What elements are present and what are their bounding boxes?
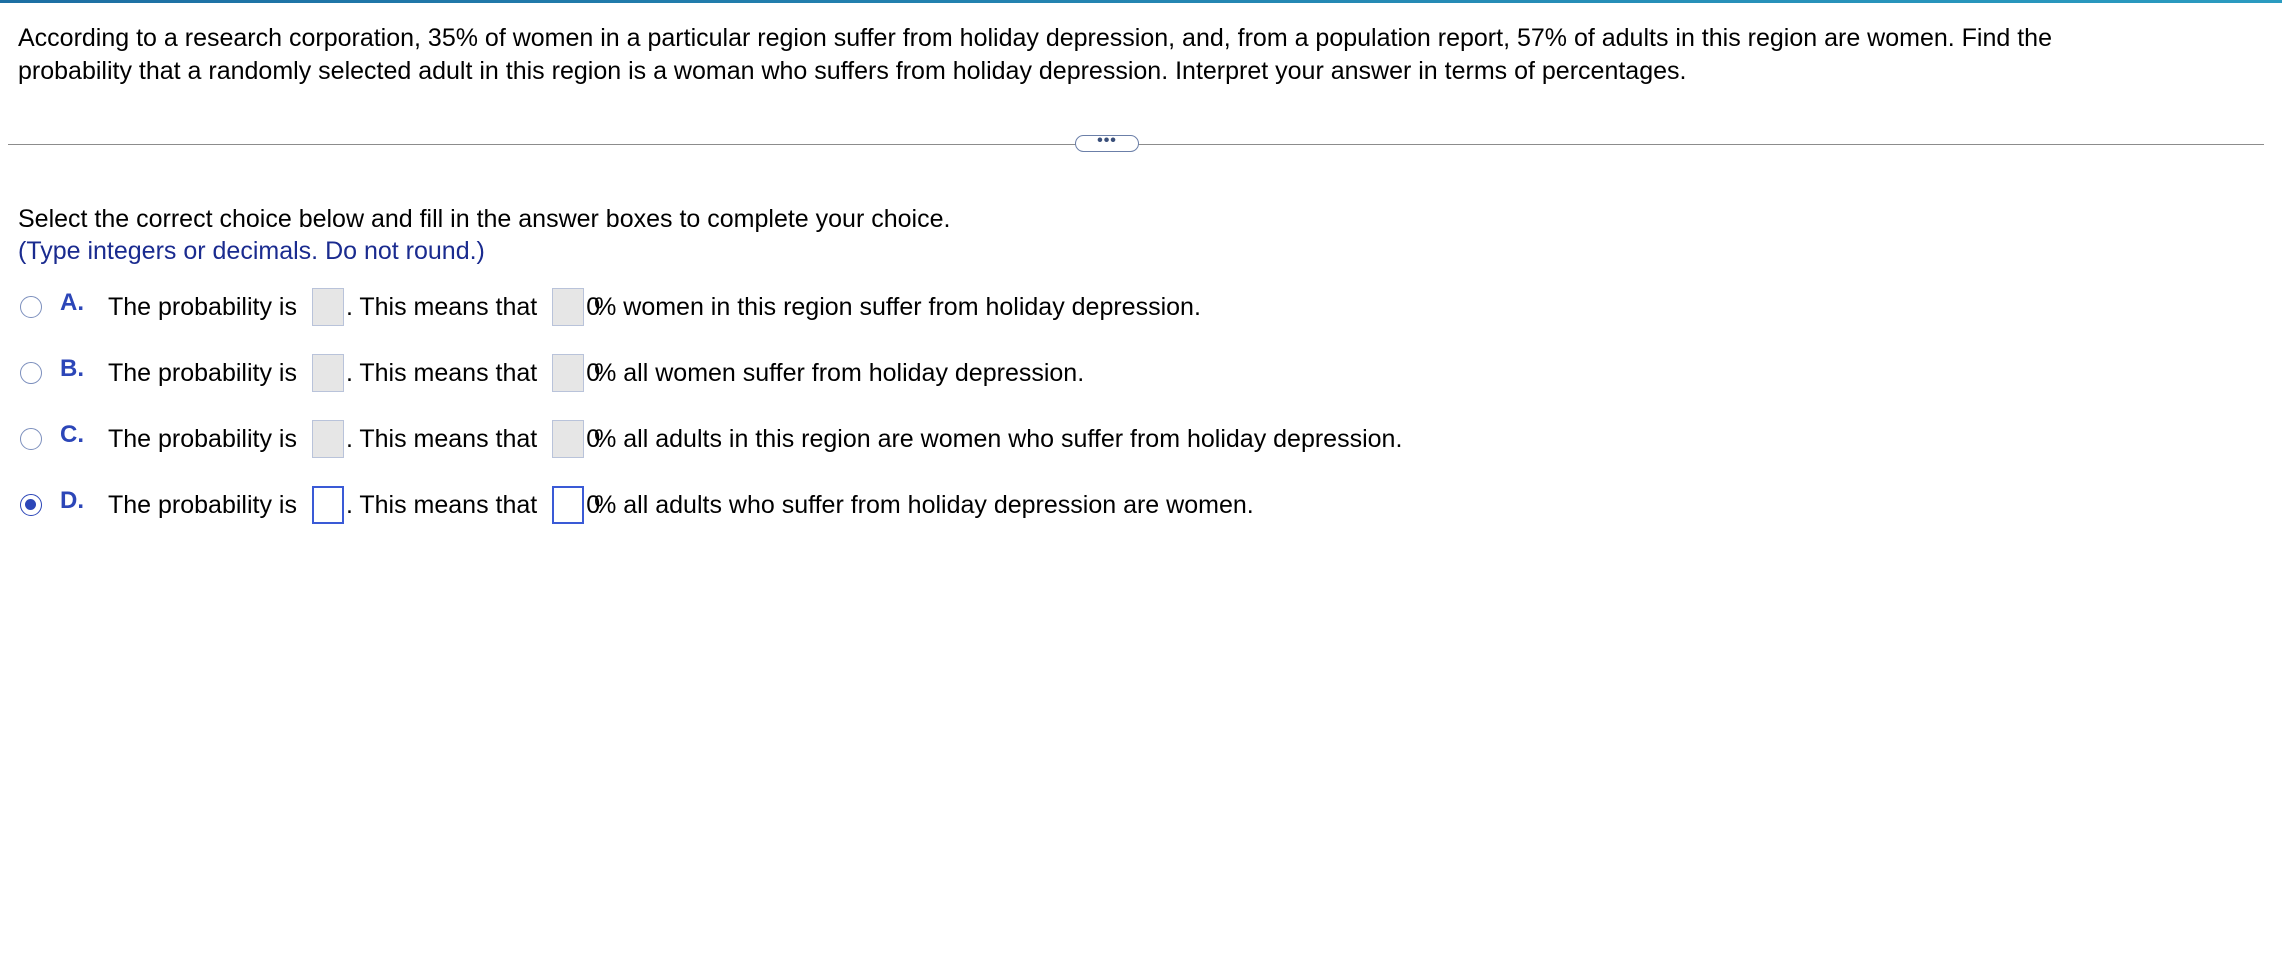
choice-a-middle: . This means that bbox=[345, 292, 545, 321]
choice-a-probability-input[interactable] bbox=[312, 288, 344, 326]
choice-d-middle: . This means that bbox=[345, 490, 545, 519]
choice-a-suffix: women in this region suffer from holiday depression. bbox=[616, 292, 1201, 321]
choice-d-prefix: The probability is bbox=[108, 490, 304, 519]
choice-a-percent-input[interactable] bbox=[552, 288, 584, 326]
choice-d-probability-input[interactable] bbox=[312, 486, 344, 524]
choice-d-radio[interactable] bbox=[20, 494, 42, 516]
top-border bbox=[0, 0, 2282, 3]
choice-d-letter: D. bbox=[60, 487, 84, 514]
instruction-text: Select the correct choice below and fill in the answer boxes to complete your choice. bbox=[18, 205, 951, 233]
choice-d[interactable] bbox=[20, 482, 1520, 528]
choice-a-prefix: The probability is bbox=[108, 292, 304, 321]
choice-b[interactable] bbox=[20, 350, 1520, 396]
choice-c-radio[interactable] bbox=[20, 428, 42, 450]
choice-a[interactable] bbox=[20, 284, 1520, 330]
choice-c-prefix: The probability is bbox=[108, 424, 304, 453]
choice-d-percent-input[interactable] bbox=[552, 486, 584, 524]
choice-c-suffix: all adults in this region are women who suffer from holiday depression. bbox=[616, 424, 1403, 453]
choice-c-probability-input[interactable] bbox=[312, 420, 344, 458]
choice-c-middle: . This means that bbox=[345, 424, 545, 453]
choice-b-percent-input[interactable] bbox=[552, 354, 584, 392]
more-options-button[interactable]: ••• bbox=[1075, 135, 1139, 152]
choice-b-prefix: The probability is bbox=[108, 358, 304, 387]
choice-b-suffix: all women suffer from holiday depression. bbox=[616, 358, 1085, 387]
choice-c-percent-sign: 0% bbox=[586, 424, 611, 453]
choice-b-percent-sign: 0% bbox=[586, 358, 611, 387]
choice-d-percent-sign: 0% bbox=[586, 490, 611, 519]
choice-d-suffix: all adults who suffer from holiday depression are women. bbox=[616, 490, 1254, 519]
choice-c-letter: C. bbox=[60, 421, 84, 448]
question-text: According to a research corporation, 35% of women in a particular region suffer from holiday depression, and, from a population report, 57% of adults in this region are women. Find the probability that a randomly selected adult in this region is a woman who suffers from holiday depression. Interpret your answer in terms of percentages. bbox=[18, 24, 2052, 85]
choice-c-percent-input[interactable] bbox=[552, 420, 584, 458]
choice-b-probability-input[interactable] bbox=[312, 354, 344, 392]
hint-text: (Type integers or decimals. Do not round.) bbox=[18, 237, 485, 265]
choice-b-radio[interactable] bbox=[20, 362, 42, 384]
choice-c[interactable] bbox=[20, 416, 1520, 462]
choice-a-radio[interactable] bbox=[20, 296, 42, 318]
choice-a-percent-sign: 0% bbox=[586, 292, 611, 321]
choice-b-middle: . This means that bbox=[345, 358, 545, 387]
choice-b-letter: B. bbox=[60, 355, 84, 382]
choice-a-letter: A. bbox=[60, 289, 84, 316]
